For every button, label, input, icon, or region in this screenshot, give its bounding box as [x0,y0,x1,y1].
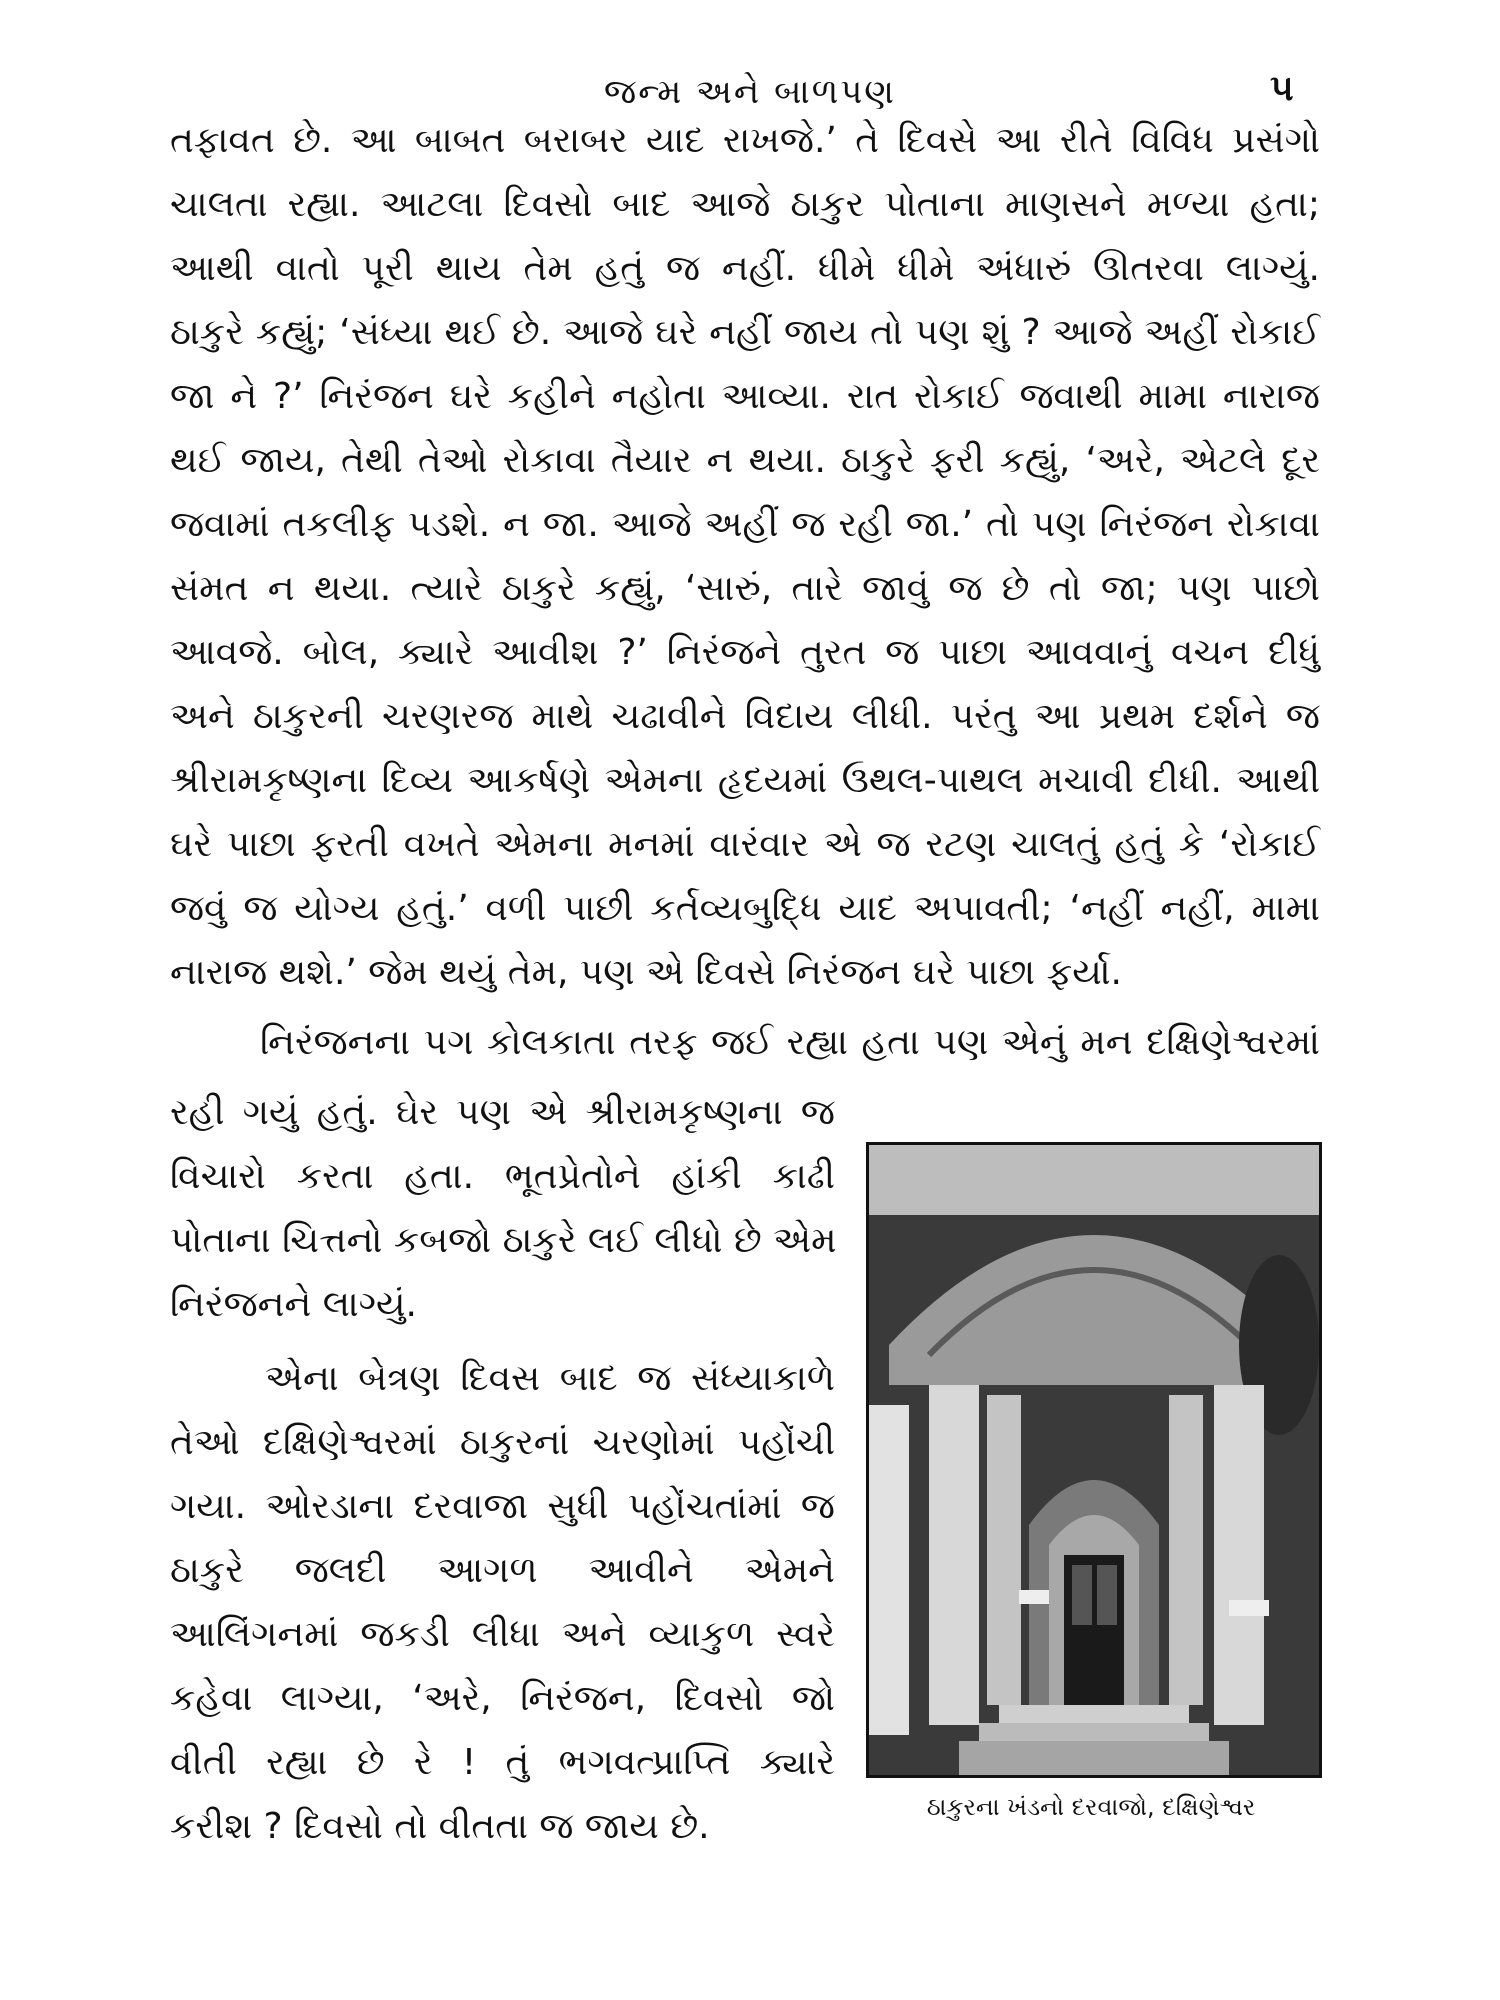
running-header: જન્મ અને બાળપણ [604,72,896,112]
text-line: કહેવા લાગ્યા, ‘અરે, નિરંજન, દિવસો જો [170,1678,835,1719]
text-line: આથી વાતો પૂરી થાય તેમ હતું જ નહીં. ધીમે ધીમે અંધારું ઊતરવા લાગ્યું. [170,248,1320,289]
text-line: આલિંગનમાં જકડી લીધા અને વ્યાકુળ સ્વરે [170,1614,835,1655]
text-line: સંમત ન થયા. ત્યારે ઠાકુરે કહ્યું, ‘સારું, તારે જાવું જ છે તો જા; પણ પાછો [170,568,1320,609]
figure-caption: ઠાકુરના ખંડનો દરવાજો, દક્ષિણેશ્વર [926,1793,1256,1821]
text-line: ઘરે પાછા ફરતી વખતે એમના મનમાં વારંવાર એ જ રટણ ચાલતું હતું કે ‘રોકાઈ [170,824,1320,865]
text-line: તફાવત છે. આ બાબત બરાબર યાદ રાખજે.’ તે દિવસે આ રીતે વિવિધ પ્રસંગો [170,120,1320,161]
text-line: આવજે. બોલ, ક્યારે આવીશ ?’ નિરંજને તુરત જ પાછા આવવાનું વચન દીધું [170,632,1320,673]
text-line: અને ઠાકુરની ચરણરજ માથે ચઢાવીને વિદાય લીધી. પરંતુ આ પ્રથમ દર્શને જ [170,696,1320,737]
text-line: થઈ જાય, તેથી તેઓ રોકાવા તૈયાર ન થયા. ઠાકુરે ફરી કહ્યું, ‘અરે, એટલે દૂર [170,440,1320,481]
text-line: જવું જ યોગ્ય હતું.’ વળી પાછી કર્તવ્યબુદ્ધિ યાદ અપાવતી; ‘નહીં નહીં, મામા [170,888,1320,929]
text-line: નારાજ થશે.’ જેમ થયું તેમ, પણ એ દિવસે નિરંજન ઘરે પાછા ફર્યા. [170,952,1122,993]
text-line: નિરંજનના પગ કોલકાતા તરફ જઈ રહ્યા હતા પણ એનું મન દક્ષિણેશ્વરમાં [260,1022,1320,1063]
text-line: વિચારો કરતા હતા. ભૂતપ્રેતોને હાંકી કાઢી [170,1156,835,1197]
doorway-photo [866,1142,1322,1778]
text-line: જવામાં તકલીફ પડશે. ન જા. આજે અહીં જ રહી જા.’ તો પણ નિરંજન રોકાવા [170,504,1320,545]
page-number: ૫ [1270,68,1294,109]
text-line: ગયા. ઓરડાના દરવાજા સુધી પહોંચતાંમાં જ [170,1486,835,1527]
text-line: એના બેત્રણ દિવસ બાદ જ સંધ્યાકાળે [265,1358,835,1399]
text-line: નિરંજનને લાગ્યું. [170,1284,417,1325]
text-line: કરીશ ? દિવસો તો વીતતા જ જાય છે. [170,1806,710,1847]
text-line: જા ને ?’ નિરંજન ઘરે કહીને નહોતા આવ્યા. રાત રોકાઈ જવાથી મામા નારાજ [170,376,1320,417]
text-line: તેઓ દક્ષિણેશ્વરમાં ઠાકુરનાં ચરણોમાં પહોંચી [170,1422,835,1463]
text-line: ચાલતા રહ્યા. આટલા દિવસો બાદ આજે ઠાકુર પોતાના માણસને મળ્યા હતા; [170,184,1320,225]
text-line: ઠાકુરે જલદી આગળ આવીને એમને [170,1550,835,1591]
text-line: રહી ગયું હતું. ઘેર પણ એ શ્રીરામકૃષ્ણના જ [170,1092,835,1133]
text-line: પોતાના ચિત્તનો કબજો ઠાકુરે લઈ લીધો છે એમ [170,1220,837,1261]
text-line: ઠાકુરે કહ્યું; ‘સંધ્યા થઈ છે. આજે ઘરે નહીં જાય તો પણ શું ? આજે અહીં રોકાઈ [170,312,1320,353]
text-line: વીતી રહ્યા છે રે ! તું ભગવત્પ્રાપ્તિ ક્યારે [170,1742,835,1783]
text-line: શ્રીરામકૃષ્ણના દિવ્ય આકર્ષણે એમના હૃદયમાં ઉથલ-પાથલ મચાવી દીધી. આથી [170,760,1320,801]
